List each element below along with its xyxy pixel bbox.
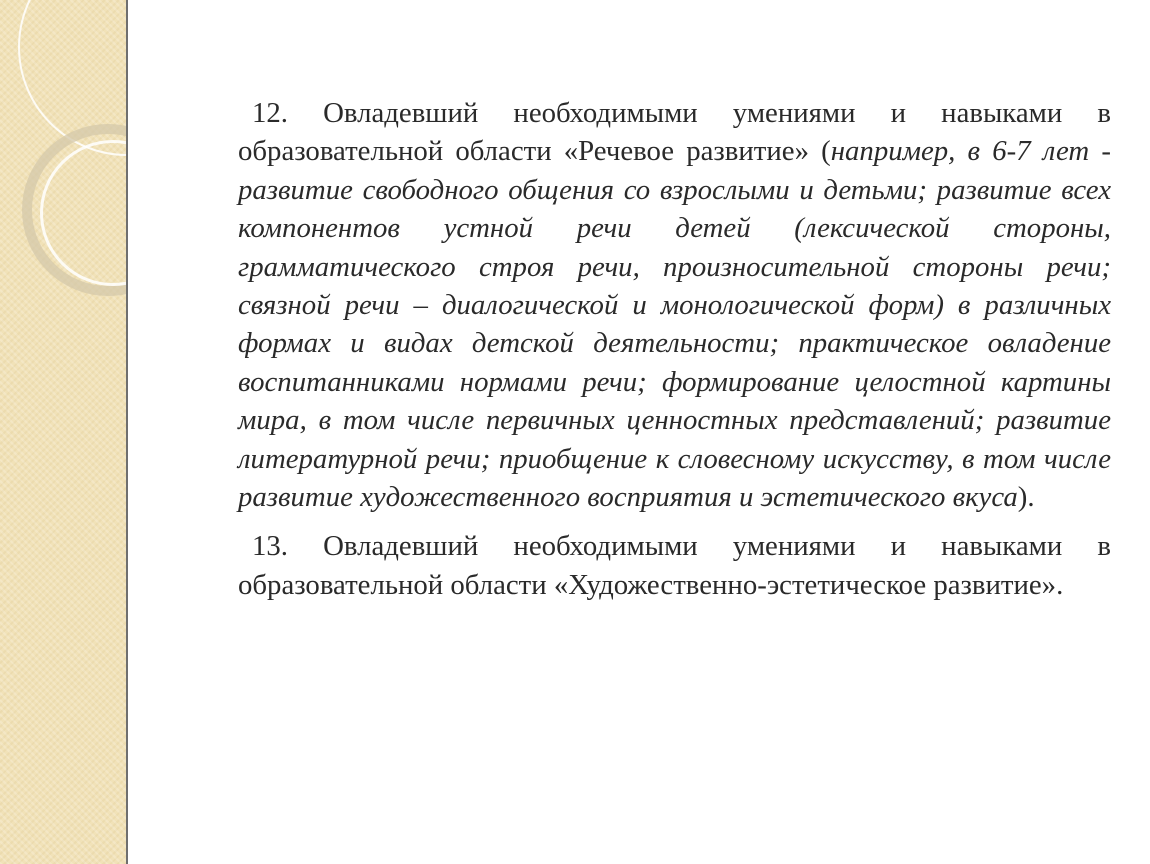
decorative-ring-outer bbox=[22, 124, 126, 296]
slide-body bbox=[238, 94, 1111, 604]
paragraph-13-lead: 13. Овладевший необходимыми умениями и навыками в образовательной области «Художественно-эстетическое развитие». bbox=[238, 530, 1111, 601]
paragraph-13 bbox=[238, 527, 1111, 604]
paragraph-12-tail: ). bbox=[1017, 481, 1035, 514]
paragraph-12-lead: 12. Овладевший необходимыми умениями и навыками в образовательной области «Речевое развитие» ( bbox=[238, 97, 1111, 168]
decorative-ring-inner bbox=[40, 140, 126, 286]
band-divider bbox=[126, 0, 128, 864]
paragraph-12-italic: например, в 6-7 лет - развитие свободного общения со взрослыми и детьми; развитие всех компонентов устной речи детей (лексической стороны, грамматического строя речи, произносительной стороны речи; связной речи – диалогической и монологической форм) в различных формах и видах детской деятельности; практическое овладение воспитанниками нормами речи; формирование целостной картины мира, в том числе первичных ценностных представлений; развитие литературной речи; приобщение к словесному искусству, в том числе развитие художественного восприятия и эстетического вкуса bbox=[238, 135, 1111, 514]
paragraph-12 bbox=[238, 94, 1111, 516]
decorative-ring-top bbox=[18, 0, 126, 156]
decorative-side-band bbox=[0, 0, 126, 864]
